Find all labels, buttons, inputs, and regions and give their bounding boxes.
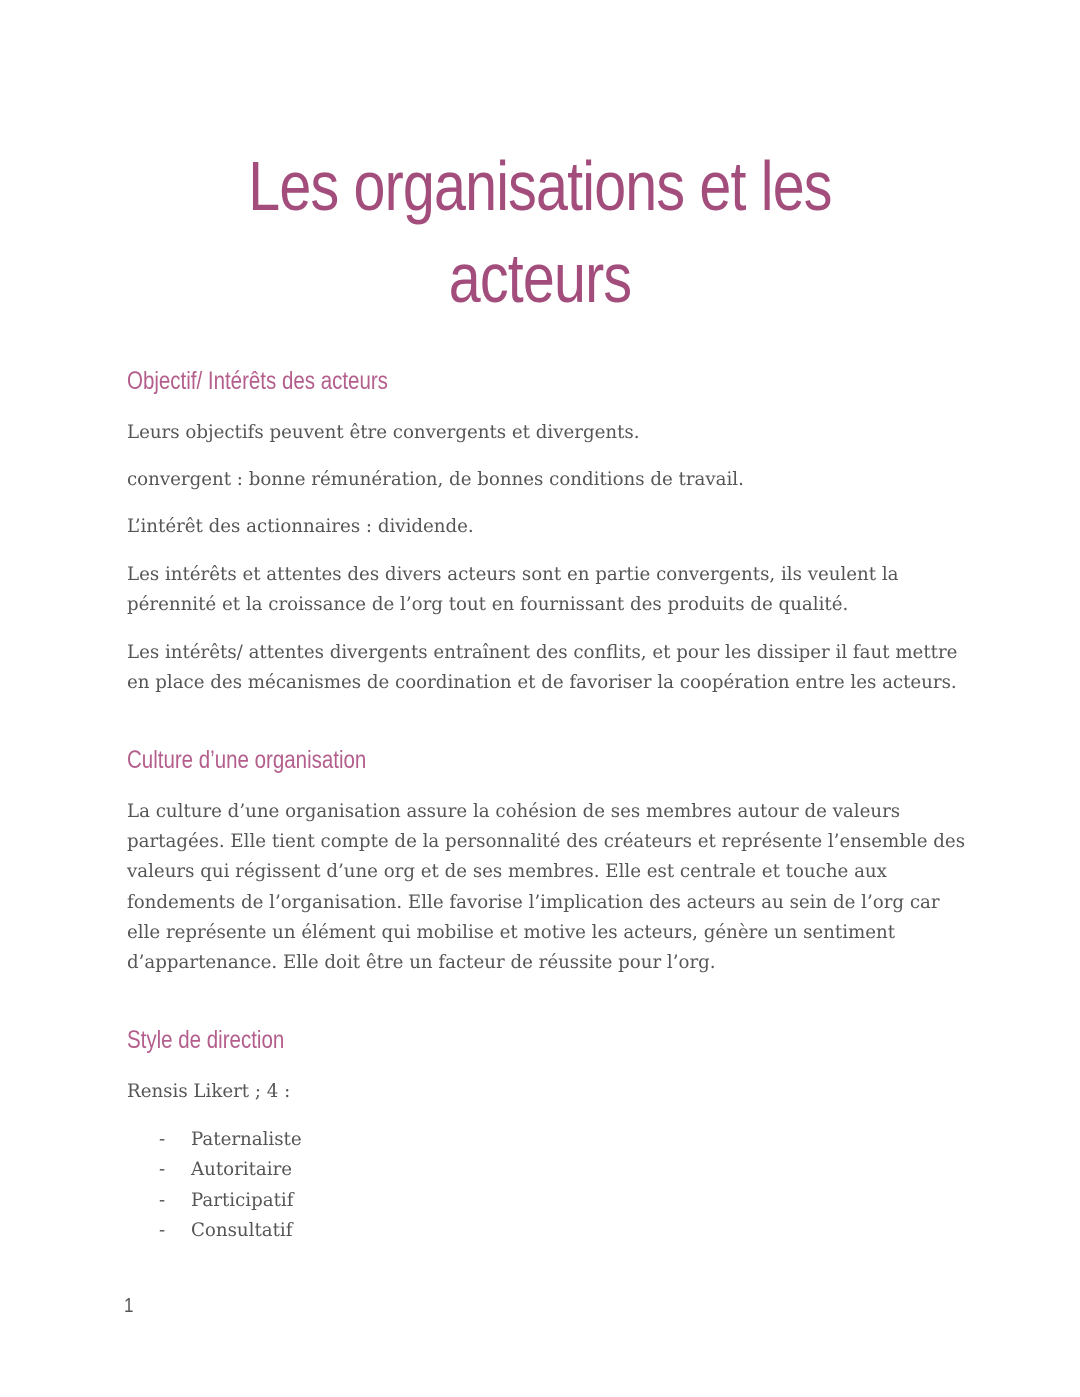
text-line: en place des mécanismes de coordination et de favoriser la coopération entre les acteurs. [127,672,957,694]
paragraph [127,560,957,620]
dash-bullet: - [159,1159,166,1181]
dash-bullet: - [159,1220,166,1242]
list-item-label: Autoritaire [191,1159,293,1181]
leadership-styles-list [127,1125,302,1247]
section-heading-objectifs: Objectif/ Intérêts des acteurs [127,367,388,395]
dash-bullet: - [159,1129,166,1150]
page-number: 1 [124,1295,134,1317]
paragraph [127,465,957,495]
paragraph [127,638,957,698]
list-item-label: Paternaliste [191,1129,302,1150]
text-line: Les intérêts/ attentes divergents entraînent des conflits, et pour les dissiper il faut mettre [127,642,958,663]
text-line: valeurs qui régissent d’une org et de ses membres. Elle est centrale et touche aux [127,861,887,883]
title-line-2: acteurs [448,239,632,317]
text-line: La culture d’une organisation assure la cohésion de ses membres autour de valeurs [127,801,901,822]
paragraph [127,418,957,448]
text-line: Les intérêts et attentes des divers acteurs sont en partie convergents, ils veulent la [127,564,899,585]
section-heading-culture: Culture d’une organisation [127,746,367,774]
list-item [127,1155,302,1185]
text-line: partagées. Elle tient compte de la personnalité des créateurs et représente l’ensemble des [127,831,966,853]
text-line: pérennité et la croissance de l’org tout en fournissant des produits de qualité. [127,594,849,616]
text-line: Leurs objectifs peuvent être convergents et divergents. [127,422,640,443]
paragraph [127,797,966,978]
list-item-label: Consultatif [191,1220,293,1242]
text-line: L’intérêt des actionnaires : dividende. [127,516,474,537]
text-line: d’appartenance. Elle doit être un facteur de réussite pour l’org. [127,952,716,974]
section-heading-style: Style de direction [127,1026,285,1054]
paragraph [127,1077,957,1107]
text-line: Rensis Likert ; 4 : [127,1081,291,1102]
text-line: fondements de l’organisation. Elle favorise l’implication des acteurs au sein de l’org car [127,891,940,913]
list-item [127,1125,302,1155]
list-item [127,1216,302,1246]
document-title [196,140,885,324]
title-line-1: Les organisations et les [248,147,832,225]
text-line: elle représente un élément qui mobilise et motive les acteurs, génère un sentiment [127,921,896,943]
list-item [127,1186,302,1216]
dash-bullet: - [159,1189,166,1211]
list-item-label: Participatif [191,1189,294,1211]
paragraph [127,512,957,542]
text-line: convergent : bonne rémunération, de bonnes conditions de travail. [127,469,744,490]
